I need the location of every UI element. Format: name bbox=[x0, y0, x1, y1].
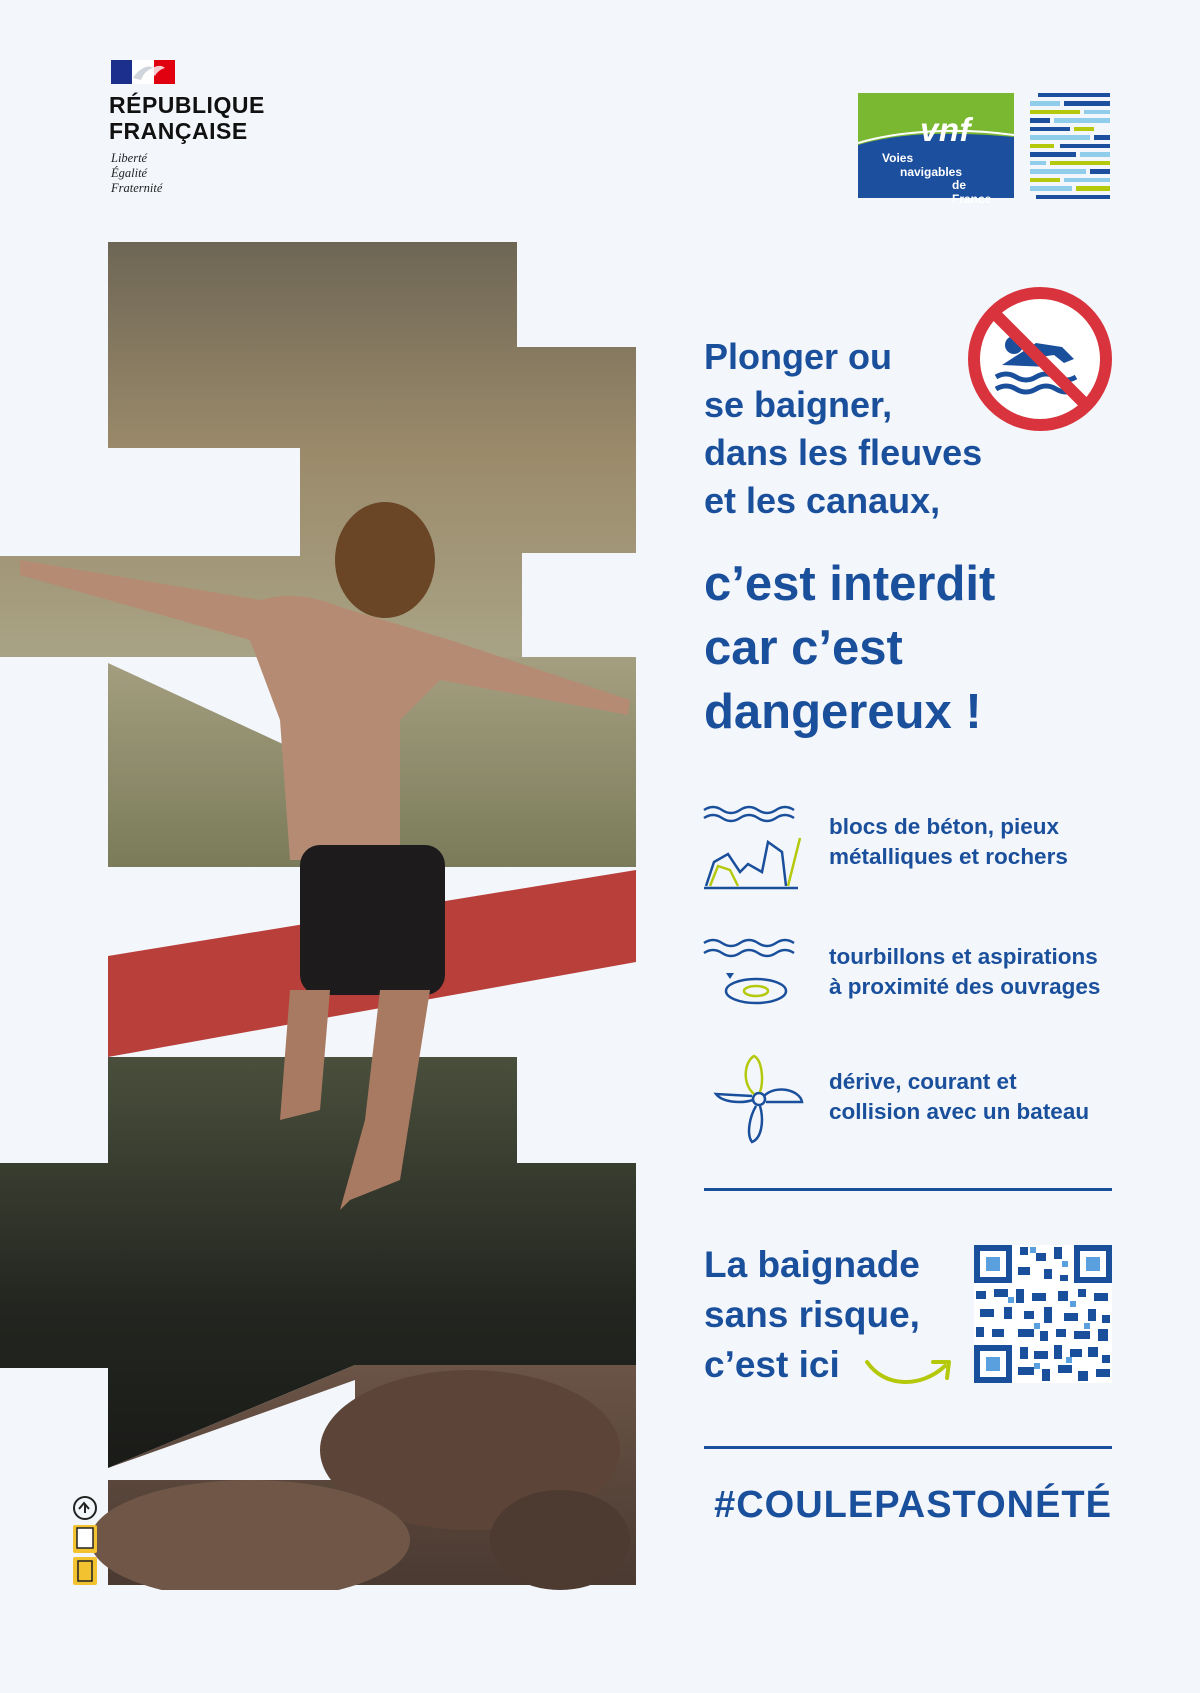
vnf-subtitle-line: Voies bbox=[882, 151, 914, 165]
cta-line: c’est ici bbox=[704, 1344, 840, 1385]
risk-line: à proximité des ouvrages bbox=[829, 974, 1101, 999]
vnf-logo-text: vnf bbox=[920, 111, 971, 148]
republique-francaise-title bbox=[109, 92, 265, 144]
motto-fraternite: Fraternité bbox=[111, 181, 163, 195]
intro-text bbox=[704, 333, 1004, 525]
risk-collision-text bbox=[829, 1067, 1129, 1127]
republic-motto bbox=[111, 151, 162, 196]
headline bbox=[704, 552, 1144, 744]
divider bbox=[704, 1446, 1112, 1449]
intro-line: dans les fleuves bbox=[704, 432, 983, 473]
vnf-subtitle-line: navigables bbox=[900, 164, 963, 179]
risk-concrete-text bbox=[829, 812, 1129, 872]
whirlpool-icon bbox=[702, 935, 807, 1030]
risk-line: collision avec un bateau bbox=[829, 1099, 1090, 1124]
headline-line: c’est interdit bbox=[704, 557, 996, 611]
risk-line: blocs de béton, pieux bbox=[829, 814, 1060, 839]
intro-line: et les canaux, bbox=[704, 480, 941, 521]
recycling-icon bbox=[70, 1495, 100, 1587]
vnf-subtitle-line: de France bbox=[952, 178, 992, 206]
marianne-logo-icon bbox=[111, 60, 175, 84]
swimmer-photo-collage bbox=[0, 240, 640, 1590]
headline-line: car c’est bbox=[704, 621, 903, 675]
cta-line: La baignade bbox=[704, 1244, 920, 1285]
risk-whirlpool-text bbox=[829, 942, 1129, 1002]
risk-line: métalliques et rochers bbox=[829, 844, 1068, 869]
intro-line: se baigner, bbox=[704, 384, 893, 425]
concrete-blocks-icon bbox=[702, 802, 807, 897]
intro-line: Plonger ou bbox=[704, 336, 892, 377]
divider bbox=[704, 1188, 1112, 1191]
motto-liberte: Liberté bbox=[111, 151, 148, 165]
campaign-hashtag: #COULEPASTONÉTÉ bbox=[714, 1484, 1112, 1526]
headline-line: dangereux ! bbox=[704, 685, 982, 739]
vnf-subtitle bbox=[882, 152, 1006, 206]
propeller-icon bbox=[702, 1050, 807, 1145]
vnf-stripes-logo-icon bbox=[1030, 93, 1112, 199]
risk-line: tourbillons et aspirations bbox=[829, 944, 1098, 969]
qr-code[interactable] bbox=[974, 1245, 1112, 1383]
republique-line: RÉPUBLIQUE bbox=[109, 92, 265, 118]
curved-arrow-icon bbox=[863, 1348, 955, 1390]
cta-line: sans risque, bbox=[704, 1294, 920, 1335]
risk-line: dérive, courant et bbox=[829, 1069, 1017, 1094]
motto-egalite: Égalité bbox=[111, 166, 148, 180]
francaise-line: FRANÇAISE bbox=[109, 118, 248, 144]
